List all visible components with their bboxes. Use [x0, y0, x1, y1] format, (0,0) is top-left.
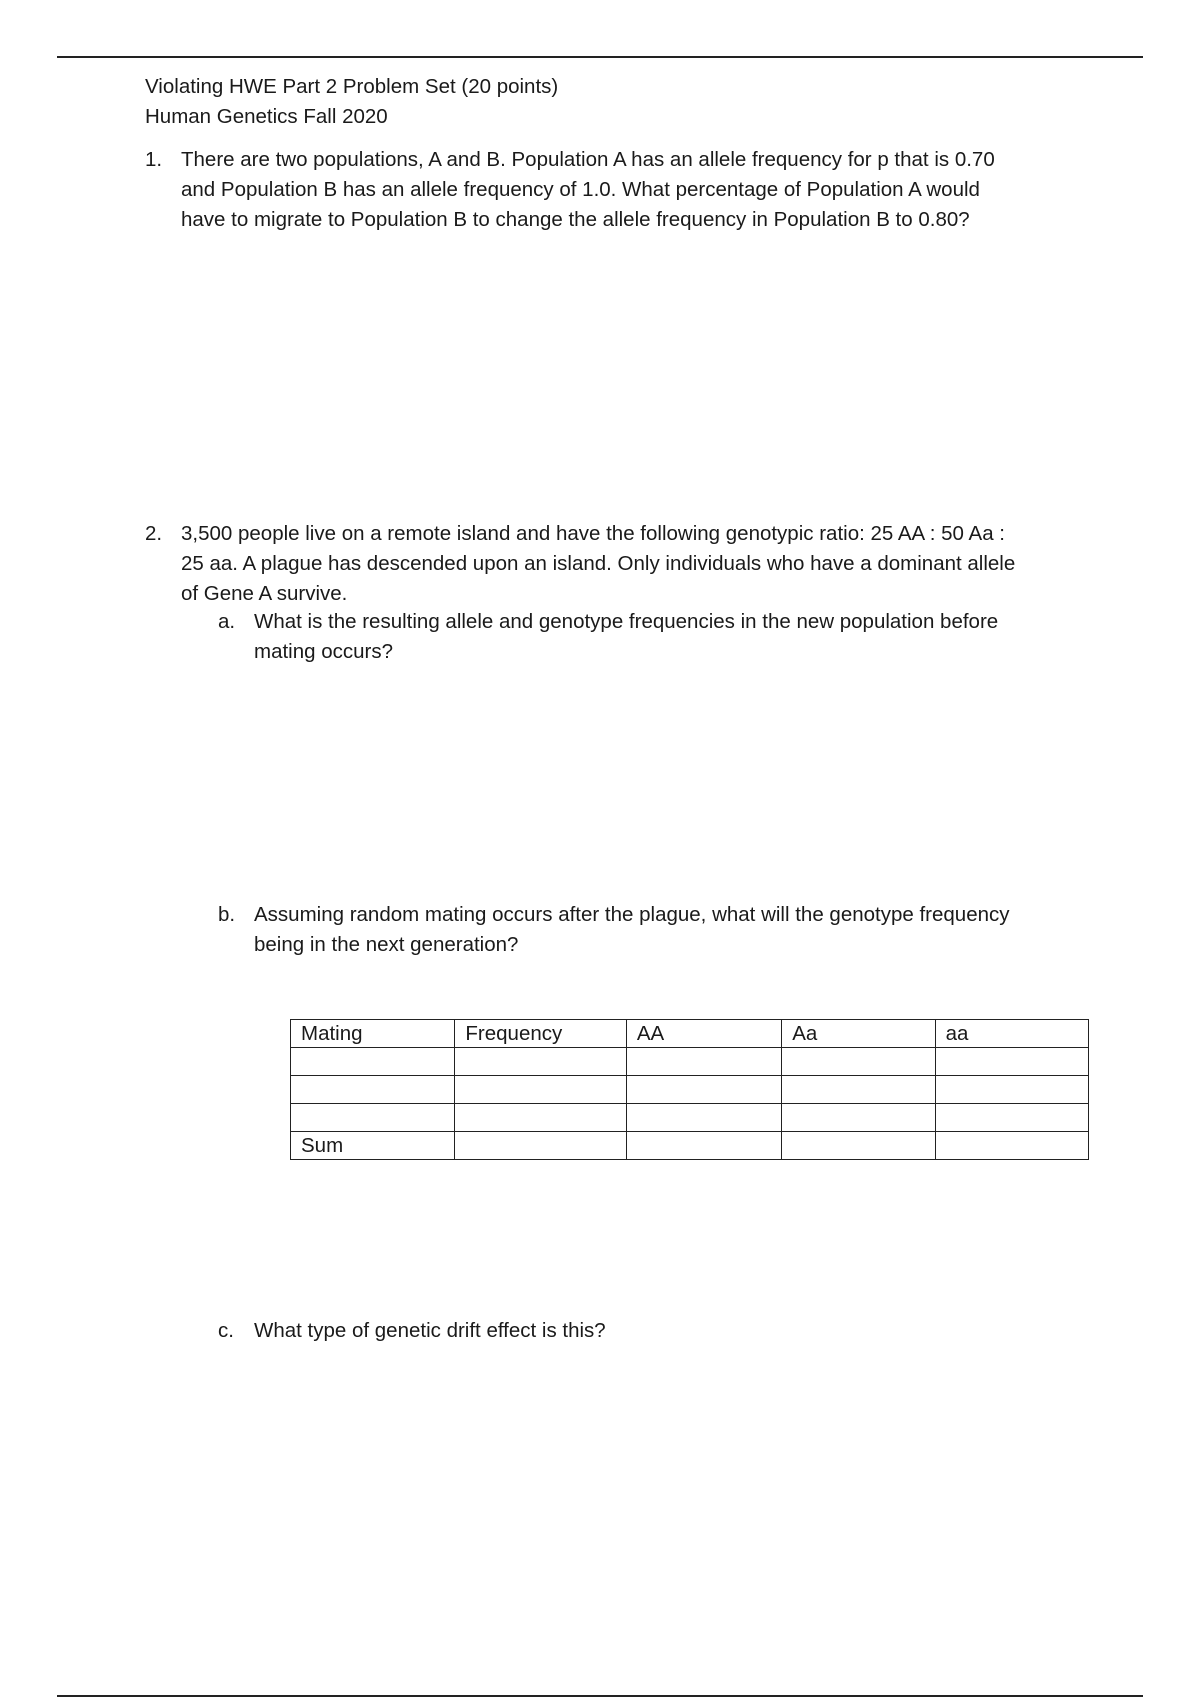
- question-2-line: 25 aa. A plague has descended upon an island. Only individuals who have a dominant allele: [181, 552, 1016, 575]
- question-1-number: 1.: [145, 148, 163, 171]
- question-2-text: [181, 519, 1015, 609]
- question-2b-line: being in the next generation?: [254, 933, 519, 956]
- question-2c-label: c.: [218, 1319, 234, 1342]
- question-1-line: and Population B has an allele frequency of 1.0. What percentage of Population A would: [181, 178, 980, 201]
- question-2a-line: mating occurs?: [254, 640, 394, 663]
- table-row: [291, 1076, 1089, 1104]
- mating-table: [290, 1019, 1089, 1160]
- table-header-row: [291, 1020, 1089, 1048]
- table-cell[interactable]: [291, 1048, 455, 1076]
- table-sum-row: [291, 1132, 1089, 1160]
- table-cell[interactable]: [935, 1132, 1088, 1160]
- sum-label-cell: Sum: [291, 1132, 455, 1160]
- header-cell-mating: Mating: [291, 1020, 455, 1048]
- question-2c-text: [254, 1316, 606, 1346]
- question-2b-label: b.: [218, 903, 236, 926]
- top-rule: [57, 56, 1143, 58]
- question-1-line: have to migrate to Population B to change the allele frequency in Population B to 0.80?: [181, 208, 970, 231]
- table-cell[interactable]: [291, 1076, 455, 1104]
- question-1-line: There are two populations, A and B. Population A has an allele frequency for p that is 0.70: [181, 148, 995, 171]
- table-cell[interactable]: [455, 1076, 626, 1104]
- question-2b-text: [254, 900, 1010, 960]
- document-title: Violating HWE Part 2 Problem Set (20 points): [145, 75, 559, 98]
- question-2a-label: a.: [218, 610, 236, 633]
- table-cell[interactable]: [626, 1132, 781, 1160]
- question-2a-text: [254, 607, 998, 667]
- table-row: [291, 1104, 1089, 1132]
- header-cell-aa: aa: [935, 1020, 1088, 1048]
- table-cell[interactable]: [455, 1132, 626, 1160]
- question-2-number: 2.: [145, 522, 163, 545]
- bottom-rule: [57, 1695, 1143, 1697]
- table-row: [291, 1048, 1089, 1076]
- table-cell[interactable]: [455, 1104, 626, 1132]
- table-cell[interactable]: [455, 1048, 626, 1076]
- table-cell[interactable]: [782, 1104, 935, 1132]
- question-1-text: [181, 145, 995, 235]
- header-cell-frequency: Frequency: [455, 1020, 626, 1048]
- table-cell[interactable]: [626, 1104, 781, 1132]
- table-cell[interactable]: [782, 1048, 935, 1076]
- header-cell-Aa: Aa: [782, 1020, 935, 1048]
- document-subtitle: Human Genetics Fall 2020: [145, 105, 388, 128]
- question-2-line: of Gene A survive.: [181, 582, 348, 605]
- question-2-line: 3,500 people live on a remote island and have the following genotypic ratio: 25 AA : 50 Aa :: [181, 522, 1005, 545]
- question-2a-line: What is the resulting allele and genotype frequencies in the new population before: [254, 610, 999, 633]
- question-2b-line: Assuming random mating occurs after the plague, what will the genotype frequency: [254, 903, 1010, 926]
- table-cell[interactable]: [782, 1076, 935, 1104]
- question-2c-line: What type of genetic drift effect is this?: [254, 1319, 606, 1342]
- table-cell[interactable]: [935, 1076, 1088, 1104]
- table-cell[interactable]: [782, 1132, 935, 1160]
- table-cell[interactable]: [291, 1104, 455, 1132]
- table-cell[interactable]: [626, 1048, 781, 1076]
- table-cell[interactable]: [935, 1048, 1088, 1076]
- header-cell-AA: AA: [626, 1020, 781, 1048]
- table-cell[interactable]: [626, 1076, 781, 1104]
- table-cell[interactable]: [935, 1104, 1088, 1132]
